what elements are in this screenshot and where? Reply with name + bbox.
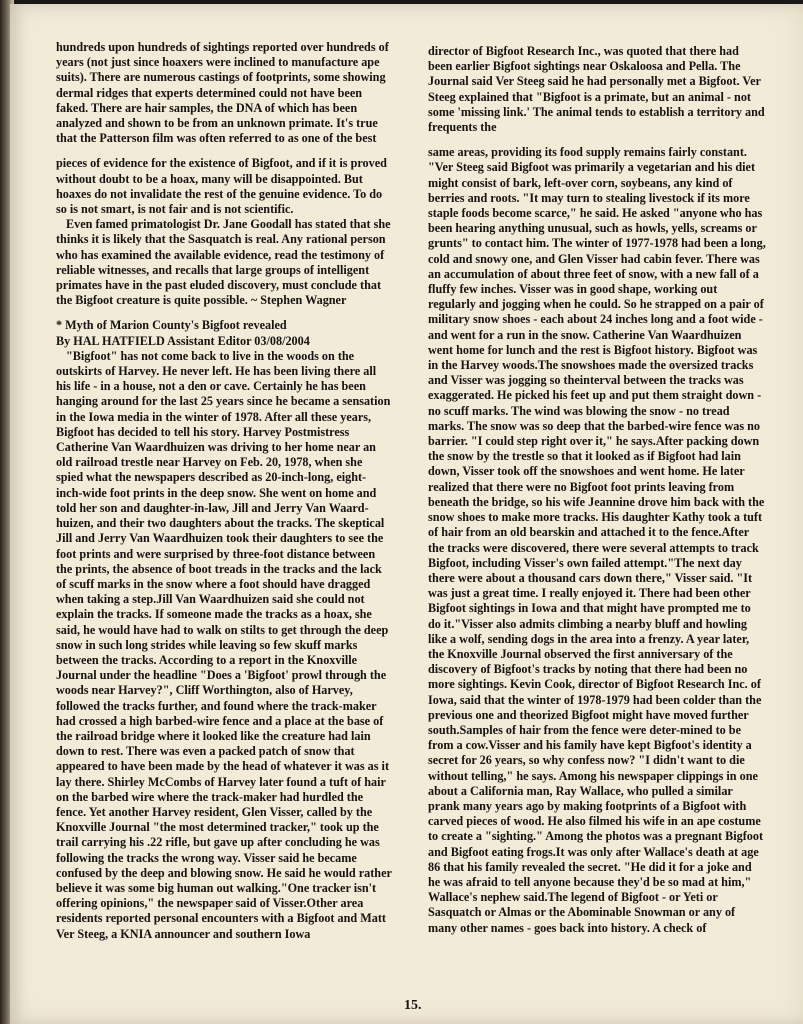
article-body-left: "Bigfoot" has not come back to live in the woods on the outskirts of Harvey. He never left. He has been living there all his life - in a house, not a den or cave. Certainly he has been hanging around for the last 25 years since he became a sensation in the Iowa media in the winter of 1978. After all these years, Bigfoot has decided to tell his story. Harvey Postmistress Catherine Van Waardhuizen was driving to her home near an old railroad trestle near Harvey on Feb. 20, 1978, when she spied what the newspapers described as 20-inch-long, eight-inch-wide foot prints in the deep snow. She went on home and told her son and daughter-in-law, Jill and Jerry Van Waard-huizen, and their two daughters about the tracks. The skeptical Jill and Jerry Van Waardhuizen took their daughters to see the foot prints and were surprised by three-foot distance between the prints, the absence of boot treads in the tracks and the lack of scuff marks in the snow where a foot should have dragged when taking a step.Jill Van Waardhuizen said she could not explain the tracks. If someone made the tracks as a hoax, she said, he would have had to walk on stilts to get through the deep snow in such long strides while leaving so few skuff marks between the tracks. According to a report in the Knoxville Journal under the headline "Does a 'Bigfoot' prowl through the woods near Harvey?", Cliff Worthington, also of Harvey, followed the tracks further, and found where the track-maker had crossed a high barbed-wire fence and a place at the base of the railroad bridge where it looked like the creature had lain down to rest. There was even a packed patch of snow that appeared to have been made by the head of whatever it was as it lay there. Shirley McCombs of Harvey later found a tuft of hair on the barbed wire where the track-maker had hurdled the fence. Yet another Harvey resident, Glen Visser, called by the Knoxville Journal "the most determined tracker," took up the trail carrying his .22 rifle, but gave up after concluding he was following the tracks the wrong way. Visser said he became confused by the deep and blowing snow. He said he would rather believe it was some big human out walking."One tracker isn't offering opinions," the newspaper said of Visser.Other area residents reported personal encounters with a Bigfoot and Matt Ver Steeg, a KNIA announcer and southern Iowa [56, 348, 392, 941]
page-number: 15. [404, 998, 422, 1013]
article-body-right: same areas, providing its food supply remains fairly constant. "Ver Steeg said Bigfoot was primarily a vegetarian and his diet might consist of bark, left-over corn, soybeans, any kind of berries and roots. "It may turn to stealing livestock if its more staple foods become scarce," he said. He asked "anyone who has been hearing anything unusual, such as howls, yells, screams or grunts" to contact him. The winter of 1977-1978 had been a long, cold and snowy one, and Glen Visser had cabin fever. There was an accumulation of about three feet of snow, with a new fall of a fluffy few inches. Visser was in good shape, working out regularly and jogging when he could. So he strapped on a pair of military snow shoes - each about 24 inches long and a foot wide - and went for a run in the snow. Catherine Van Waardhuizen went home for lunch and the rest is Bigfoot history. Bigfoot was in the Harvey woods.The snowshoes made the oversized tracks and Visser was jogging so theinterval between the tracks was exaggerated. He picked his feet up and put them straight down - no scuff marks. The wind was blowing the snow - no tread marks. The snow was so deep that the barbed-wire fence was no barrier. "I could step right over it," he says.After packing down the snow by the trestle so that it looked as if Bigfoot had lain down, Visser took off the snowshoes and went home. He later realized that there were no Bigfoot foot prints leaving from beneath the bridge, so his wife Jeannine drove him back with the snow shoes to make more tracks. His daughter Kathy took a tuft of hair from an old bearskin and attached it to the fence.After the tracks were discovered, there were several attempts to track Bigfoot, including Visser's own failed attempt."The next day there were about a thousand cars down there," Visser said. "It was just a great time. I really enjoyed it. There had been other Bigfoot sightings in Iowa and that might have prompted me to do it."Visser also admits climbing a nearby bluff and howling like a wolf, sending dogs in the area into a frenzy. A year later, the Knoxville Journal observed the first anniversary of the discovery of Bigfoot's tracks by noting that there had been no more sightings. Kevin Cook, director of Bigfoot Research Inc. of Iowa, said that the winter of 1978-1979 had been colder than the previous one and theorized Bigfoot might have moved further south.Samples of hair from the fence were deter-mined to be from a cow.Visser and his family have kept Bigfoot's identity a secret for 26 years, so why confess now? "I didn't want to die without telling," he says. Among his newspaper clippings in one about a California man, Ray Wallace, who pulled a similar prank many years ago by making footprints of a Bigfoot with carved pieces of wood. He also filmed his wife in an ape costume to create a "sighting." Among the photos was a pregnant Bigfoot and Bigfoot eating frogs.It was only after Wallace's death at age 86 that his family revealed the secret. "He did it for a joke and he was afraid to tell anyone because they'd be so mad at him," Wallace's nephew said.The legend of Bigfoot - or Yeti or Sasquatch or Almas or the Abominable Snowman or any of many other names - goes back into history. A check of [428, 145, 766, 935]
column-gap [56, 146, 392, 156]
right-paragraph-director: director of Bigfoot Research Inc., was quoted that there had been earlier Bigfoot sightings near Oskaloosa and Pella. The Journal said Ver Steeg said he had personally met a Bigfoot. Ver Steeg explained that "Bigfoot is a primate, but an animal - not some 'missing link.' The animal tends to establish a territory and frequents the [428, 44, 765, 135]
left-paragraph-evidence: pieces of evidence for the existence of Bigfoot, and if it is proved without doubt to be a hoax, many will be disappointed. But hoaxes do not invalidate the rest of the genuine evidence. To do so is not smart, is not fair and is not scientific. [56, 156, 387, 217]
article-headline: * Myth of Marion County's Bigfoot revealed [56, 318, 287, 333]
left-column [56, 40, 392, 942]
left-paragraph-continued: hundreds upon hundreds of sightings reported over hundreds of years (not just since hoaxers were inclined to manufacture ape suits). There are numerous castings of footprints, some showing dermal ridges that experts determined could not have been faked. There are hair samples, the DNA of which has been analyzed and shown to be from an unknown primate. It's true that the Patterson film was often referred to as one of the best [56, 40, 389, 146]
section-gap [56, 308, 392, 318]
column-gap [428, 135, 766, 145]
article-byline: By HAL HATFIELD Assistant Editor 03/08/2004 [56, 333, 310, 348]
right-column [428, 44, 766, 936]
left-paragraph-goodall: Even famed primatologist Dr. Jane Goodall has stated that she thinks it is likely that the Sasquatch is real. Any rational person who has examined the available evidence, read the testimony of reliable witnesses, and recalls that large groups of intelligent primates have in the past eluded discovery, must conclude that the Bigfoot creature is quite possible. ~ Stephen Wagner [56, 217, 391, 308]
